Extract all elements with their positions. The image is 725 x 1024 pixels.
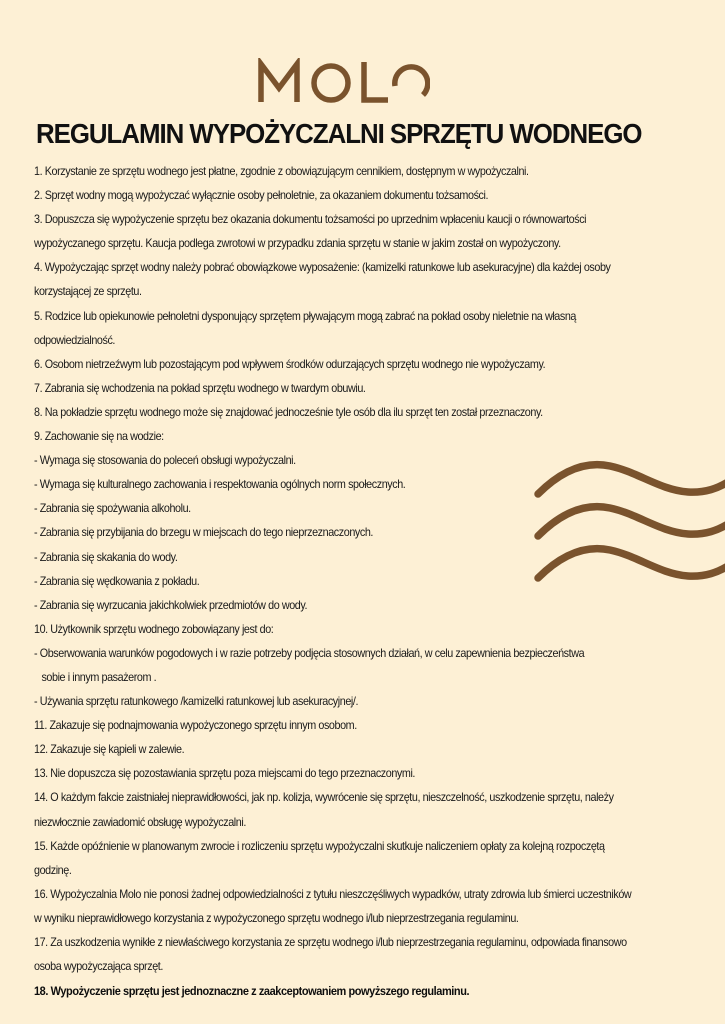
rule-line: odpowiedzialność. [34, 333, 115, 347]
rule-line: - Zabrania się przybijania do brzegu w miejscach do tego nieprzeznaczonych. [34, 526, 373, 540]
rule-line: 15. Każde opóźnienie w planowanym zwrocie i rozliczeniu sprzętu wypożyczalni skutkuje naliczeniem opłaty za kolejną rozpoczętą [34, 839, 605, 853]
rule-line: 17. Za uszkodzenia wynikłe z niewłaściwego korzystania ze sprzętu wodnego i/lub nieprzestrzegania regulaminu, odpowiada finansowo [34, 936, 627, 949]
rule-line: - Zabrania się skakania do wody. [34, 550, 178, 564]
rule-line: 9. Zachowanie się na wodzie: [34, 430, 164, 444]
rule-line: - Wymaga się stosowania do poleceń obsługi wypożyczalni. [34, 454, 296, 468]
molo-logo [252, 58, 430, 104]
rule-line: godzinę. [34, 863, 72, 877]
rule-line: - Obserwowania warunków pogodowych i w razie potrzeby podjęcia stosownych działań, w celu zapewnienia bezpieczeństwa [34, 646, 585, 660]
rule-line: 16. Wypożyczalnia Molo nie ponosi żadnej odpowiedzialności z tytułu nieszczęśliwych wypadków, utraty zdrowia lub śmierci uczestników [34, 887, 632, 901]
rule-line: 14. O każdym fakcie zaistniałej nieprawidłowości, jak np. kolizja, wywrócenie się sprzętu, nieszczelność, uszkodzenie sprzętu, należy [34, 791, 614, 805]
rule-line: sobie i innym pasażerom . [41, 670, 157, 684]
rule-line: 1. Korzystanie ze sprzętu wodnego jest płatne, zgodnie z obowiązującym cennikiem, dostępnym w wypożyczalni. [34, 165, 529, 178]
page-title: REGULAMIN WYPOŻYCZALNI SPRZĘTU WODNEGO [36, 118, 642, 149]
rule-line: 3. Dopuszcza się wypożyczenie sprzętu bez okazania dokumentu tożsamości po uprzednim wpłaceniu kaucji o równowartości [34, 213, 587, 227]
rule-line: korzystającej ze sprzętu. [34, 285, 142, 299]
rule-line: niezwłocznie zawiadomić obsługę wypożyczalni. [34, 815, 246, 829]
rule-line: - Zabrania się wyrzucania jakichkolwiek przedmiotów do wody. [34, 598, 308, 612]
rule-line: 2. Sprzęt wodny mogą wypożyczać wyłącznie osoby pełnoletnie, za okazaniem dokumentu tożsamości. [34, 189, 489, 203]
rule-line: - Używania sprzętu ratunkowego /kamizelki ratunkowej lub asekuracyjnej/. [34, 695, 359, 709]
rule-line: - Zabrania się spożywania alkoholu. [34, 502, 191, 516]
rule-line: wypożyczanego sprzętu. Kaucja podlega zwrotowi w przypadku zdania sprzętu w stanie w jakim został on wypożyczony. [34, 237, 561, 251]
rule-line: 10. Użytkownik sprzętu wodnego zobowiązany jest do: [34, 622, 274, 636]
waves-icon [530, 452, 725, 582]
rule-line: 5. Rodzice lub opiekunowie pełnoletni dysponujący sprzętem pływającym mogą zabrać na pokład osoby nieletnie na własną [34, 309, 577, 323]
rule-line: w wyniku nieprawidłowego korzystania z wypożyczonego sprzętu wodnego i/lub nieprzestrzegania regulaminu. [34, 911, 519, 925]
rule-line: 13. Nie dopuszcza się pozostawiania sprzętu poza miejscami do tego przeznaczonymi. [34, 767, 416, 781]
rule-line: 11. Zakazuje się podnajmowania wypożyczonego sprzętu innym osobom. [34, 719, 357, 733]
rule-line: 6. Osobom nietrzeźwym lub pozostającym pod wpływem środków odurzających sprzętu wodnego nie wypożyczamy. [34, 357, 546, 371]
rule-line: - Zabrania się wędkowania z pokładu. [34, 574, 200, 588]
rule-line: 7. Zabrania się wchodzenia na pokład sprzętu wodnego w twardym obuwiu. [34, 381, 366, 395]
rule-line: 4. Wypożyczając sprzęt wodny należy pobrać obowiązkowe wyposażenie: (kamizelki ratunkowe lub asekuracyjne) dla każdej osoby [34, 261, 611, 275]
rule-line: 18. Wypożyczenie sprzętu jest jednoznaczne z zaakceptowaniem powyższego regulaminu. [34, 984, 470, 999]
rule-line: osoba wypożyczająca sprzęt. [34, 960, 163, 974]
rule-line: - Wymaga się kulturalnego zachowania i respektowania ogólnych norm społecznych. [34, 478, 406, 492]
rule-line: 12. Zakazuje się kąpieli w zalewie. [34, 743, 185, 757]
rule-line: 8. Na pokładzie sprzętu wodnego może się znajdować jednocześnie tyle osób dla ilu sprzęt ten został przeznaczony. [34, 405, 543, 419]
